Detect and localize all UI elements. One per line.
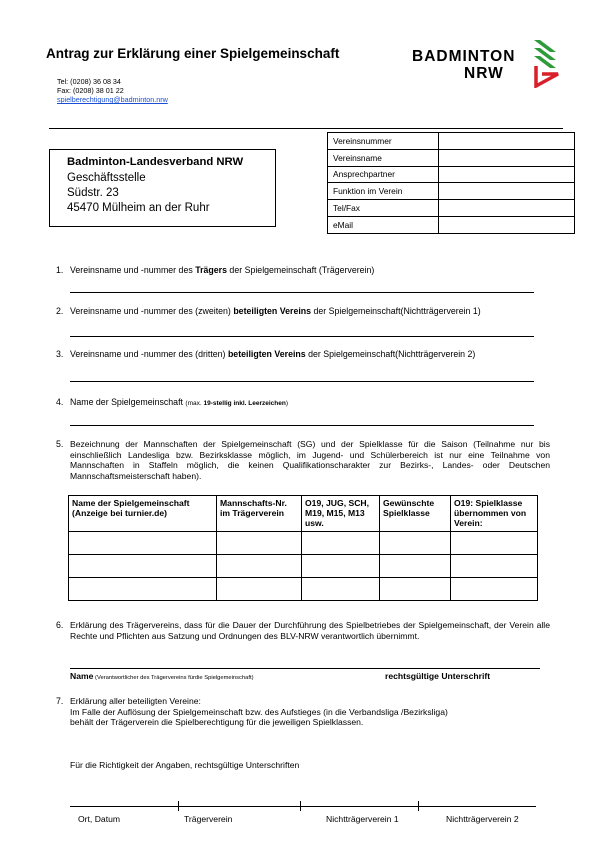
table-row — [69, 532, 538, 555]
item-3-text-bold: beteiligten Vereins — [227, 349, 306, 359]
item-1-input-line[interactable] — [70, 292, 534, 293]
col-header-mannschafts-nr: Mannschafts-Nr. im Trägerverein — [217, 496, 302, 532]
address-name: Badminton-Landesverband NRW — [67, 156, 244, 168]
table-cell[interactable] — [451, 555, 538, 578]
field-input-vereinsname[interactable] — [439, 149, 575, 166]
table-cell[interactable] — [451, 532, 538, 555]
table-cell[interactable] — [380, 532, 451, 555]
item-7-line2: Im Falle der Auflösung der Spielgemeinschaft bzw. des Aufstieges (in die Verbandsliga /Bezirksliga) — [70, 706, 448, 717]
recipient-address-box — [49, 149, 276, 227]
signature-rechtsgueltig-label: rechtsgültige Unterschrift — [385, 671, 491, 681]
mannschaften-table — [68, 495, 538, 601]
item-1-text-c: der Spielgemeinschaft (Trägerverein) — [226, 265, 375, 275]
field-input-telfax[interactable] — [439, 200, 575, 217]
logo-text-badminton: BADMINTON — [412, 48, 516, 65]
item-4-text-note-bold: 19-stellig inkl. Leerzeichen — [203, 400, 286, 407]
table-cell[interactable] — [302, 532, 380, 555]
signature-col-nichttraeger-2: Nichtträgerverein 2 — [446, 814, 519, 824]
item-2-text-c: der Spielgemeinschaft(Nichtträgerverein 1) — [311, 306, 481, 316]
signature-line-all[interactable] — [70, 806, 536, 807]
badminton-nrw-logo — [412, 38, 564, 88]
item-4-text-note-close: ) — [285, 400, 289, 407]
table-cell[interactable] — [217, 578, 302, 601]
field-input-vereinsnummer[interactable] — [439, 133, 575, 150]
field-input-email[interactable] — [439, 216, 575, 233]
field-label-ansprechpartner: Ansprechpartner — [328, 166, 439, 183]
item-2-input-line[interactable] — [70, 336, 534, 337]
item-5-text: Bezeichnung der Mannschaften der Spielgemeinschaft (SG) und der Spielklasse für die Saison (Teilnahme nur bis einschließlich Landesliga bzw. Bezirksklasse möglich, im Jugend- und Schülerbereich ist nur eine Teilnahme von Mannschaften in Staffeln möglich, die keinen Qualifikationscharakter zur Bezirks-, Landes- oder Deutschen Mannschaftsmeisterschaft haben). — [70, 439, 550, 481]
item-1-text-bold: Trägers — [195, 265, 227, 275]
item-2-text-bold: beteiligten Vereins — [233, 306, 312, 316]
contact-tel: Tel: (0208) 36 08 34 — [57, 77, 121, 86]
item-4-label — [70, 397, 288, 407]
field-input-ansprechpartner[interactable] — [439, 166, 575, 183]
item-3-text-c: der Spielgemeinschaft(Nichtträgerverein 2) — [305, 349, 476, 359]
table-row — [69, 555, 538, 578]
table-cell[interactable] — [69, 578, 217, 601]
contact-block — [57, 77, 168, 104]
item-4-number: 4. — [56, 397, 64, 407]
signature-col-ort-datum: Ort, Datum — [78, 814, 121, 824]
item-7-line3: behält der Trägerverein die Spielberechtigung für die jeweiligen Spielklassen. — [70, 717, 364, 727]
name-label: Name — [70, 671, 94, 681]
item-1-label — [70, 265, 374, 275]
address-line2: Südstr. 23 — [67, 187, 119, 199]
item-1-number: 1. — [56, 265, 64, 275]
item-3-label — [70, 349, 475, 359]
table-cell[interactable] — [302, 555, 380, 578]
address-line1: Geschäftsstelle — [67, 172, 146, 184]
signature-divider — [178, 801, 179, 811]
table-cell[interactable] — [217, 555, 302, 578]
table-cell[interactable] — [380, 578, 451, 601]
contact-fax: Fax: (0208) 38 01 22 — [57, 86, 124, 95]
item-6-text: Erklärung des Trägervereins, dass für die Dauer der Durchführung des Spielbetriebes der Spielgemeinschaft, der Verein alle Rechte und Pflichten aus Satzung und Ordnungen des BLV-NRW verantwortlich übernimmt. — [70, 620, 550, 641]
page-title: Antrag zur Erklärung einer Spielgemeinschaft — [46, 46, 340, 61]
item-7-line1: Erklärung aller beteiligten Vereine: — [70, 696, 201, 706]
item-4-input-line[interactable] — [70, 425, 534, 426]
item-3-input-line[interactable] — [70, 381, 534, 382]
signature-divider — [418, 801, 419, 811]
table-cell[interactable] — [69, 555, 217, 578]
item-4-text-note-open: (max. — [185, 400, 204, 407]
col-header-spielklasse: Gewünschte Spielklasse — [380, 496, 451, 532]
item-2-label — [70, 306, 481, 316]
item-4-text-a: Name der Spielgemeinschaft — [70, 397, 186, 407]
name-note: (Verantwortlicher des Trägervereins fürdie Spielgemeinschaft) — [93, 675, 254, 681]
table-row — [69, 578, 538, 601]
signature-name-label — [70, 671, 254, 681]
item-2-number: 2. — [56, 306, 64, 316]
item-6-number: 6. — [56, 620, 64, 630]
item-7-text — [70, 696, 550, 728]
table-cell[interactable] — [217, 532, 302, 555]
signature-divider — [300, 801, 301, 811]
item-5-number: 5. — [56, 439, 64, 449]
signature-col-traegerverein: Trägerverein — [184, 814, 233, 824]
table-cell[interactable] — [380, 555, 451, 578]
col-header-altersklasse: O19, JUG, SCH, M19, M15, M13 usw. — [302, 496, 380, 532]
item-7-number: 7. — [56, 696, 64, 706]
signature-col-nichttraeger-1: Nichtträgerverein 1 — [326, 814, 399, 824]
table-cell[interactable] — [302, 578, 380, 601]
field-label-vereinsname: Vereinsname — [328, 149, 439, 166]
verein-info-table — [327, 132, 575, 234]
field-label-vereinsnummer: Vereinsnummer — [328, 133, 439, 150]
confirmation-text: Für die Richtigkeit der Angaben, rechtsgültige Unterschriften — [70, 760, 300, 770]
field-label-funktion: Funktion im Verein — [328, 183, 439, 200]
header-divider — [49, 128, 563, 129]
col-header-uebernommen: O19: Spielklasse übernommen von Verein: — [451, 496, 538, 532]
item-2-text-a: Vereinsname und -nummer des (zweiten) — [70, 306, 234, 316]
contact-email-link[interactable]: spielberechtigung@badminton.nrw — [57, 95, 168, 104]
field-label-email: eMail — [328, 216, 439, 233]
logo-mark-icon — [532, 38, 564, 88]
table-cell[interactable] — [69, 532, 217, 555]
col-header-sg-name: Name der Spielgemeinschaft (Anzeige bei turnier.de) — [69, 496, 217, 532]
logo-text-nrw: NRW — [464, 65, 504, 82]
address-line3: 45470 Mülheim an der Ruhr — [67, 202, 210, 214]
signature-line-traeger[interactable] — [70, 668, 540, 669]
field-label-telfax: Tel/Fax — [328, 200, 439, 217]
table-cell[interactable] — [451, 578, 538, 601]
item-3-number: 3. — [56, 349, 64, 359]
item-3-text-a: Vereinsname und -nummer des (dritten) — [70, 349, 228, 359]
item-1-text-a: Vereinsname und -nummer des — [70, 265, 196, 275]
field-input-funktion[interactable] — [439, 183, 575, 200]
